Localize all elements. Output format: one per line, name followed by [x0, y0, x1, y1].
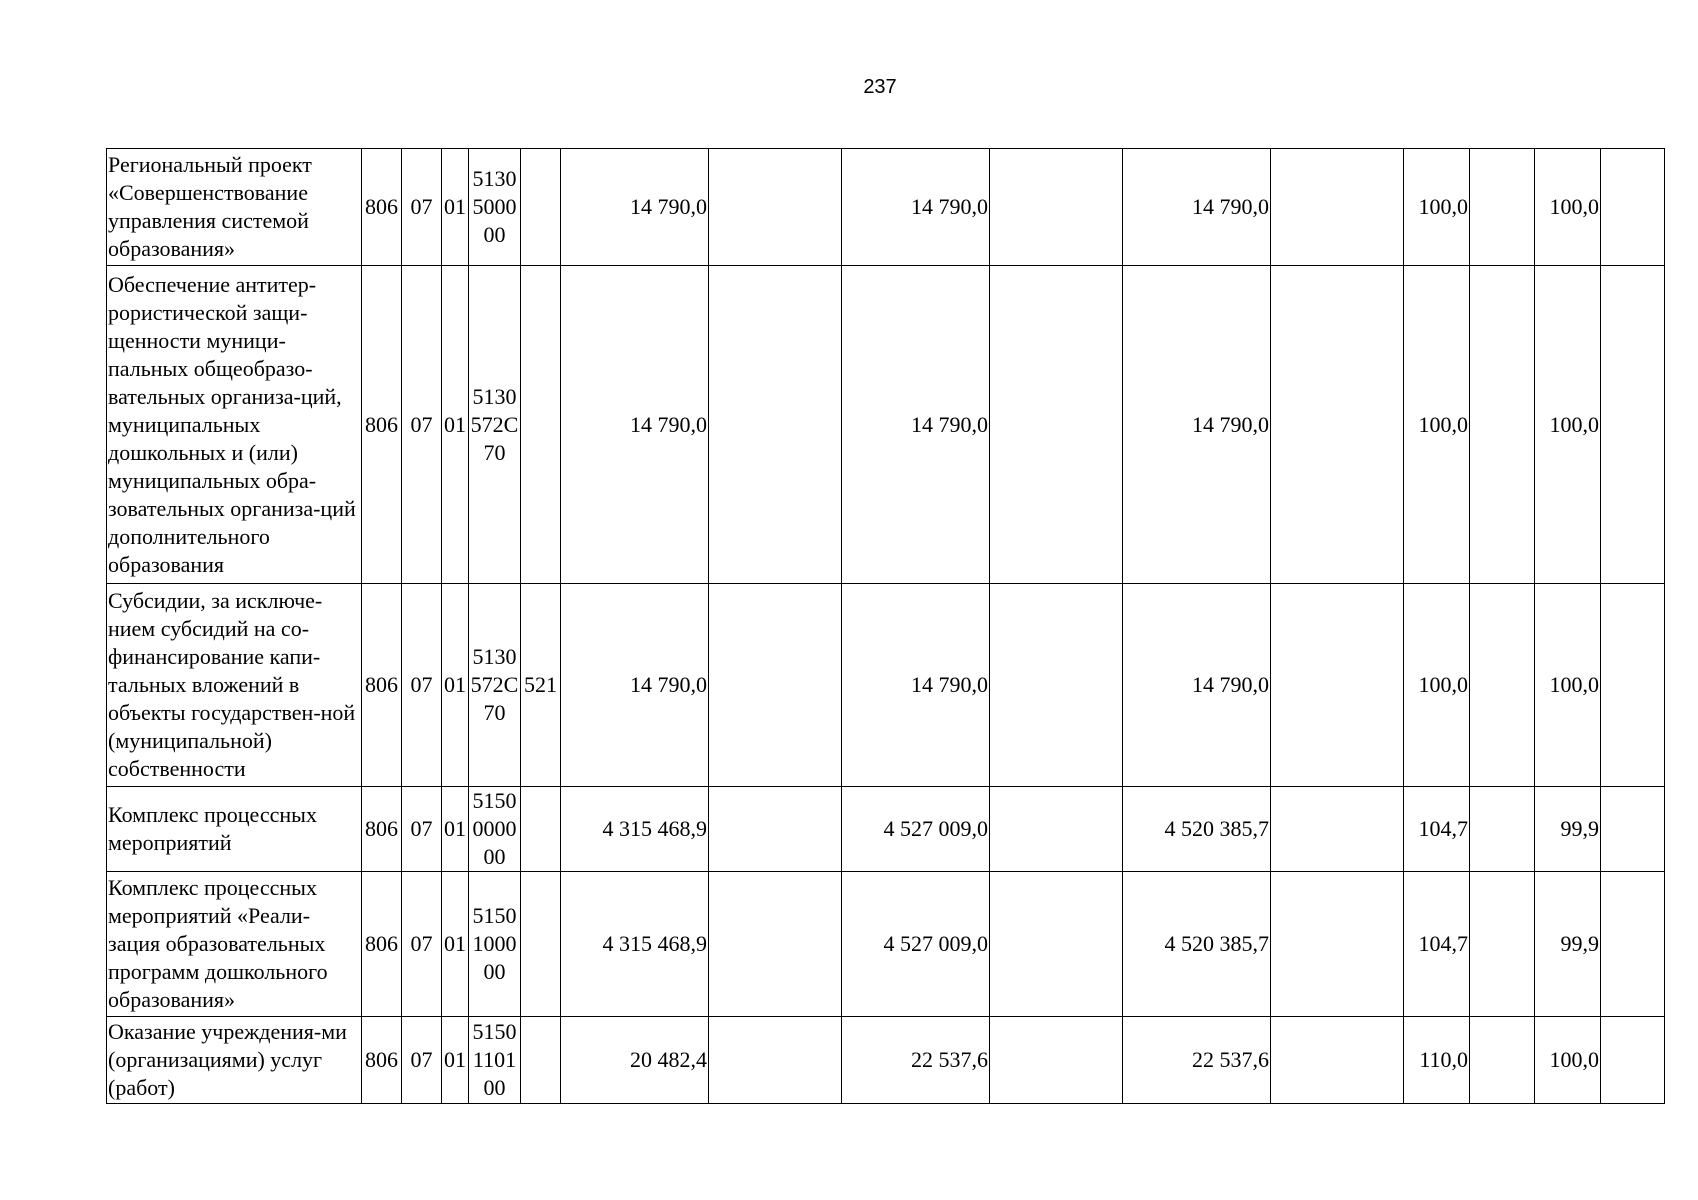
amount-1: 4 315 468,9 — [561, 872, 709, 1017]
percent-4 — [1601, 584, 1665, 787]
percent-1: 100,0 — [1404, 584, 1470, 787]
amount-2 — [709, 1017, 842, 1104]
razdel-code: 07 — [402, 1017, 442, 1104]
percent-1: 104,7 — [1404, 787, 1470, 872]
amount-1: 14 790,0 — [561, 584, 709, 787]
percent-4 — [1601, 872, 1665, 1017]
podrazdel-code: 01 — [442, 266, 469, 584]
amount-4 — [990, 1017, 1123, 1104]
razdel-code: 07 — [402, 584, 442, 787]
amount-3: 22 537,6 — [842, 1017, 990, 1104]
percent-4 — [1601, 787, 1665, 872]
row-name: Комплекс процессных мероприятий — [107, 787, 362, 872]
table-row — [107, 266, 1665, 584]
podrazdel-code: 01 — [442, 787, 469, 872]
amount-6 — [1271, 787, 1404, 872]
ved-code: 806 — [362, 872, 402, 1017]
expense-type-code: 521 — [521, 584, 561, 787]
expense-type-code — [521, 1017, 561, 1104]
amount-2 — [709, 266, 842, 584]
table-row — [107, 872, 1665, 1017]
amount-6 — [1271, 149, 1404, 266]
percent-1: 110,0 — [1404, 1017, 1470, 1104]
razdel-code: 07 — [402, 266, 442, 584]
table-row — [107, 584, 1665, 787]
percent-3: 99,9 — [1535, 872, 1601, 1017]
ved-code: 806 — [362, 787, 402, 872]
percent-4 — [1601, 149, 1665, 266]
amount-4 — [990, 787, 1123, 872]
ved-code: 806 — [362, 266, 402, 584]
percent-3: 100,0 — [1535, 1017, 1601, 1104]
ved-code: 806 — [362, 149, 402, 266]
expense-type-code — [521, 149, 561, 266]
podrazdel-code: 01 — [442, 1017, 469, 1104]
percent-2 — [1470, 266, 1535, 584]
razdel-code: 07 — [402, 787, 442, 872]
expense-type-code — [521, 266, 561, 584]
amount-6 — [1271, 266, 1404, 584]
amount-3: 4 527 009,0 — [842, 787, 990, 872]
row-name: Субсидии, за исключе-нием субсидий на со-финансирование капи-тальных вложений в объекты государствен-ной (муниципальной) собственности — [107, 584, 362, 787]
amount-1: 4 315 468,9 — [561, 787, 709, 872]
amount-4 — [990, 584, 1123, 787]
podrazdel-code: 01 — [442, 872, 469, 1017]
percent-1: 104,7 — [1404, 872, 1470, 1017]
percent-1: 100,0 — [1404, 266, 1470, 584]
podrazdel-code: 01 — [442, 149, 469, 266]
percent-3: 100,0 — [1535, 149, 1601, 266]
target-article-code: 5150 1000 00 — [469, 872, 521, 1017]
percent-1: 100,0 — [1404, 149, 1470, 266]
target-article-code: 5130 572С 70 — [469, 266, 521, 584]
podrazdel-code: 01 — [442, 584, 469, 787]
percent-3: 99,9 — [1535, 787, 1601, 872]
ved-code: 806 — [362, 584, 402, 787]
amount-6 — [1271, 872, 1404, 1017]
amount-5: 4 520 385,7 — [1123, 872, 1271, 1017]
row-name: Региональный проект «Совершенствование управления системой образования» — [107, 149, 362, 266]
target-article-code: 5130 572С 70 — [469, 584, 521, 787]
table-row — [107, 1017, 1665, 1104]
percent-2 — [1470, 149, 1535, 266]
percent-2 — [1470, 872, 1535, 1017]
budget-table — [106, 148, 1665, 1104]
razdel-code: 07 — [402, 872, 442, 1017]
row-name: Комплекс процессных мероприятий «Реали-зация образовательных программ дошкольного образования» — [107, 872, 362, 1017]
percent-4 — [1601, 266, 1665, 584]
percent-3: 100,0 — [1535, 584, 1601, 787]
amount-2 — [709, 787, 842, 872]
amount-2 — [709, 872, 842, 1017]
amount-3: 14 790,0 — [842, 584, 990, 787]
table-row — [107, 787, 1665, 872]
amount-4 — [990, 266, 1123, 584]
amount-6 — [1271, 584, 1404, 787]
amount-1: 14 790,0 — [561, 266, 709, 584]
amount-5: 14 790,0 — [1123, 584, 1271, 787]
ved-code: 806 — [362, 1017, 402, 1104]
amount-1: 14 790,0 — [561, 149, 709, 266]
expense-type-code — [521, 787, 561, 872]
table-row — [107, 149, 1665, 266]
row-name: Оказание учреждения-ми (организациями) услуг (работ) — [107, 1017, 362, 1104]
percent-2 — [1470, 584, 1535, 787]
amount-2 — [709, 584, 842, 787]
amount-3: 14 790,0 — [842, 266, 990, 584]
amount-4 — [990, 872, 1123, 1017]
amount-3: 4 527 009,0 — [842, 872, 990, 1017]
target-article-code: 5150 1101 00 — [469, 1017, 521, 1104]
amount-5: 4 520 385,7 — [1123, 787, 1271, 872]
amount-6 — [1271, 1017, 1404, 1104]
percent-4 — [1601, 1017, 1665, 1104]
expense-type-code — [521, 872, 561, 1017]
row-name: Обеспечение антитер-рористической защи-щенности муници-пальных общеобразо-вательных организа-ций, муниципальных дошкольных и (или) муниципальных обра-зовательных организа-ций дополнительного образования — [107, 266, 362, 584]
page-number: 237 — [863, 76, 897, 98]
percent-3: 100,0 — [1535, 266, 1601, 584]
amount-2 — [709, 149, 842, 266]
amount-5: 14 790,0 — [1123, 149, 1271, 266]
amount-3: 14 790,0 — [842, 149, 990, 266]
percent-2 — [1470, 787, 1535, 872]
razdel-code: 07 — [402, 149, 442, 266]
amount-4 — [990, 149, 1123, 266]
percent-2 — [1470, 1017, 1535, 1104]
amount-1: 20 482,4 — [561, 1017, 709, 1104]
target-article-code: 5150 0000 00 — [469, 787, 521, 872]
amount-5: 22 537,6 — [1123, 1017, 1271, 1104]
amount-5: 14 790,0 — [1123, 266, 1271, 584]
target-article-code: 5130 5000 00 — [469, 149, 521, 266]
